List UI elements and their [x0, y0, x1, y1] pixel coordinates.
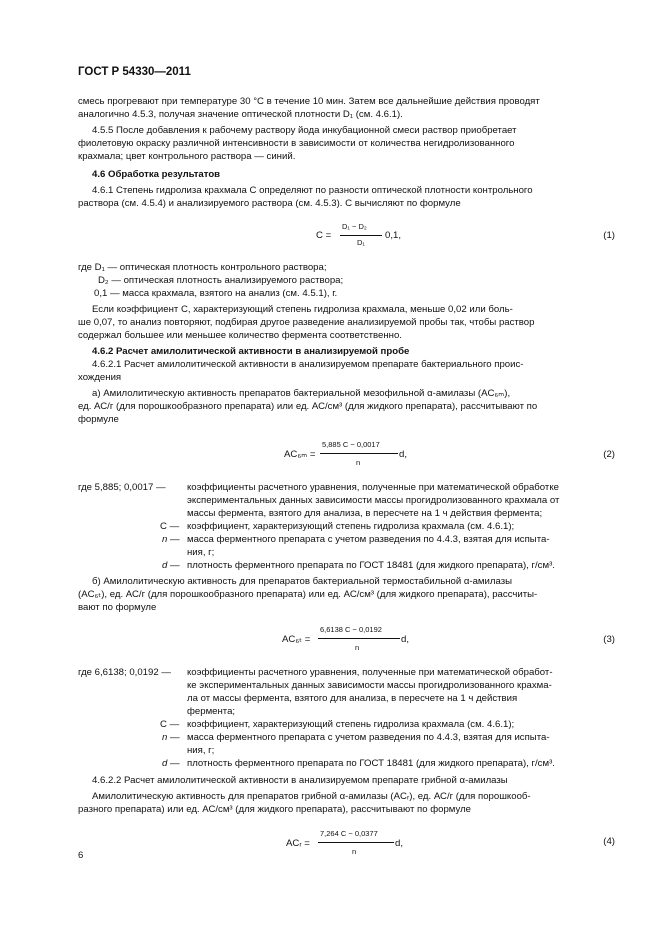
- formula-denominator: n: [355, 643, 360, 652]
- text-line: содержал большее или меньшее количество фермента соответственно.: [78, 330, 402, 341]
- where-text: коэффициент, характеризующий степень гидролиза крахмала (см. 4.6.1);: [187, 521, 515, 532]
- section-heading: 4.6 Обработка результатов: [92, 169, 221, 180]
- where-line: 0,1 — масса крахмала, взятого на анализ (см. 4.5.1), г.: [94, 288, 338, 299]
- where-text: ния, г;: [187, 745, 215, 756]
- formula-denominator: n: [356, 458, 361, 467]
- where-text: плотность ферментного препарата по ГОСТ 18481 (для жидкого препарата), г/см³.: [187, 758, 555, 769]
- where-text: коэффициент, характеризующий степень гидролиза крахмала (см. 4.6.1);: [187, 719, 515, 730]
- formula-lhs: ACᵣ =: [286, 838, 310, 849]
- text-line: 4.6.2.2 Расчет амилолитической активности в анализируемом препарате грибной α-амилазы: [92, 775, 508, 786]
- formula-lhs: AC₆ₜ =: [282, 634, 311, 645]
- section-heading: 4.6.2 Расчет амилолитической активности в анализируемой пробе: [92, 346, 410, 357]
- text-line: ед. АС/г (для порошкообразного препарата) или ед. АС/см³ (для жидкого препарата), рассчитывают по: [78, 401, 538, 412]
- formula-denominator: D₁: [357, 238, 365, 247]
- text-line: формуле: [78, 414, 119, 425]
- text-line: раствора (см. 4.5.4) и анализируемого раствора (см. 4.5.3). С вычисляют по формуле: [78, 198, 461, 209]
- where-text: экспериментальных данных зависимости массы прогидролизованного крахмала от: [187, 495, 560, 506]
- formula-numerator: 5,885 C − 0,0017: [322, 440, 380, 449]
- text-line: крахмала; цвет контрольного раствора — синий.: [78, 151, 296, 162]
- text-line: Амилолитическую активность для препаратов грибной α-амилазы (ACᵣ), ед. АС/г (для порошкооб-: [92, 791, 531, 802]
- formula-denominator: n: [352, 847, 357, 856]
- text-line: а) Амилолитическую активность препаратов бактериальной мезофильной α-амилазы (AC₆ₘ),: [92, 388, 511, 399]
- where-text: коэффициенты расчетного уравнения, полученные при математической обработке: [187, 482, 559, 493]
- where-label: где 5,885; 0,0017 —: [78, 482, 166, 493]
- formula-lhs: C =: [316, 230, 332, 241]
- formula-lhs: AC₆ₘ =: [284, 449, 316, 460]
- formula-rhs: d,: [395, 838, 404, 849]
- where-text: масса ферментного препарата с учетом разведения по 4.4.3, взятая для испыта-: [187, 534, 550, 545]
- where-label: С —: [160, 719, 180, 730]
- where-label: d —: [162, 758, 180, 769]
- where-line: D₂ — оптическая плотность анализируемого раствора;: [98, 275, 344, 286]
- where-label: n —: [162, 732, 180, 743]
- text-line: ше 0,07, то анализ повторяют, подбирая другое разведение анализируемой пробы так, чтобы раствор: [78, 317, 535, 328]
- text-line: смесь прогревают при температуре 30 °С в течение 10 мин. Затем все дальнейшие действия проводят: [78, 96, 540, 107]
- where-text: массы фермента, взятого для анализа, в пересчете на 1 ч действия фермента;: [187, 508, 543, 519]
- fraction-bar: [320, 453, 398, 454]
- fraction-bar: [318, 638, 400, 639]
- formula-numerator: D₁ − D₂: [342, 222, 367, 231]
- text-line: аналогично 4.5.3, получая значение оптической плотности D₁ (см. 4.6.1).: [78, 109, 403, 120]
- where-text: масса ферментного препарата с учетом разведения по 4.4.3, взятая для испыта-: [187, 732, 550, 743]
- formula-number: (4): [603, 836, 615, 847]
- text-line: (AC₆ₜ), ед. АС/г (для порошкообразного препарата) или ед. АС/см³ (для жидкого препарата), рассчиты-: [78, 589, 538, 600]
- where-text: коэффициенты расчетного уравнения, полученные при математической обработ-: [187, 667, 553, 678]
- text-line: хождения: [78, 372, 122, 383]
- text-line: вают по формуле: [78, 602, 157, 613]
- where-label: d —: [162, 560, 180, 571]
- text-line: разного препарата) или ед. АС/см³ (для жидкого препарата), рассчитывают по формуле: [78, 804, 472, 815]
- formula-numerator: 7,264 C − 0,0377: [320, 829, 378, 838]
- fraction-bar: [340, 235, 382, 236]
- page-number: 6: [78, 850, 84, 861]
- formula-numerator: 6,6138 C − 0,0192: [320, 625, 382, 634]
- formula-rhs: d,: [399, 449, 408, 460]
- where-label: где 6,6138; 0,0192 —: [78, 667, 171, 678]
- text-line: Если коэффициент С, характеризующий степень гидролиза крахмала, меньше 0,02 или боль-: [92, 304, 513, 315]
- formula-number: (1): [603, 230, 615, 241]
- text-line: 4.5.5 После добавления к рабочему раствору йода инкубационной смеси раствор приобретает: [92, 125, 517, 136]
- where-line: где D₁ — оптическая плотность контрольного раствора;: [78, 262, 327, 273]
- where-label: С —: [160, 521, 180, 532]
- text-line: фиолетовую окраску различной интенсивности в зависимости от количества негидролизованного: [78, 138, 515, 149]
- where-text: фермента;: [187, 706, 236, 717]
- formula-number: (3): [603, 634, 615, 645]
- formula-rhs: d,: [401, 634, 410, 645]
- formula-rhs: 0,1,: [385, 230, 402, 241]
- where-text: ла от массы фермента, взятого для анализа, в пересчете на 1 ч действия: [187, 693, 518, 704]
- where-text: ния, г;: [187, 547, 215, 558]
- formula-number: (2): [603, 449, 615, 460]
- text-line: б) Амилолитическую активность для препаратов бактериальной термостабильной α-амилазы: [92, 576, 513, 587]
- document-header: ГОСТ Р 54330—2011: [78, 66, 191, 78]
- text-line: 4.6.1 Степень гидролиза крахмала С определяют по разности оптической плотности контрольного: [92, 185, 533, 196]
- where-text: плотность ферментного препарата по ГОСТ 18481 (для жидкого препарата), г/см³.: [187, 560, 555, 571]
- where-label: n —: [162, 534, 180, 545]
- where-text: ке экспериментальных данных зависимости массы прогидролизованного крахма-: [187, 680, 552, 691]
- fraction-bar: [318, 842, 394, 843]
- text-line: 4.6.2.1 Расчет амилолитической активности в анализируемом препарате бактериального проис-: [92, 359, 524, 370]
